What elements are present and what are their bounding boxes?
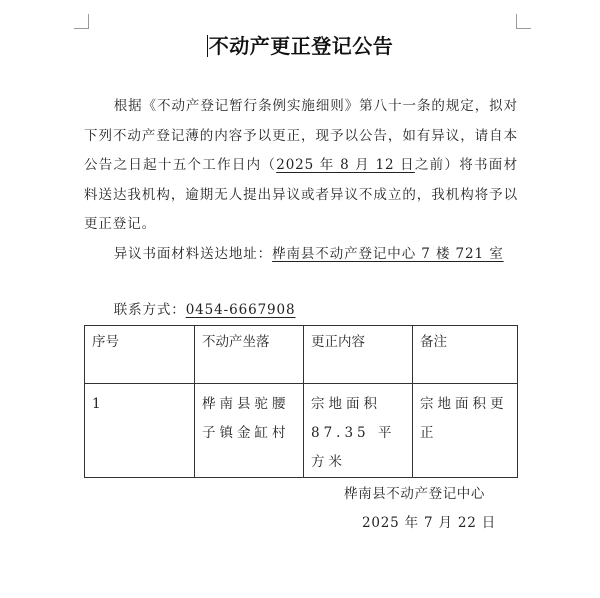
objection-deadline: 2025 年 8 月 12 日 <box>276 157 415 173</box>
cell-remarks: 宗地面积更正 <box>413 384 518 478</box>
header-serial: 序号 <box>85 326 195 384</box>
address-label: 异议书面材料送达地址： <box>113 245 273 262</box>
notice-text-part1: 根据《不动产登记暂行条例实施细则》第八十一条的规定，拟对下列不动产登记薄的内容予以更正，现予以公告，如有异议，请自本公告之日起十五个工作日内（ <box>84 98 518 173</box>
table-header-row <box>85 326 518 384</box>
crop-mark-right <box>516 14 531 29</box>
cell-location: 桦南县驼腰子镇金缸村 <box>195 384 304 478</box>
cell-correction: 宗地面积 87.35 平方米 <box>304 384 413 478</box>
signature-date: 2025 年 7 月 22 日 <box>362 515 497 531</box>
document-body[interactable] <box>84 92 518 269</box>
contact-phone: 0454-6667908 <box>185 302 296 318</box>
notice-text-part2: 之前）将书面材料送达我机构，逾期无人提出异议或者异议不成立的，我机构将予以更正登记。 <box>84 157 518 232</box>
text-cursor <box>207 35 208 57</box>
paragraph-notice <box>84 92 518 240</box>
cell-serial: 1 <box>85 384 195 478</box>
title-text: 不动产更正登记公告 <box>208 34 394 58</box>
header-correction: 更正内容 <box>304 326 413 384</box>
document-title[interactable] <box>0 30 600 59</box>
contact-label: 联系方式： <box>113 302 186 318</box>
delivery-address: 桦南县不动产登记中心 7 楼 721 室 <box>272 245 504 262</box>
paragraph-address <box>84 240 518 270</box>
header-remarks: 备注 <box>413 326 518 384</box>
crop-mark-left <box>74 14 89 29</box>
signature-organization: 桦南县不动产登记中心 <box>344 486 485 502</box>
table-row <box>85 384 518 478</box>
header-location: 不动产坐落 <box>195 326 304 384</box>
correction-table <box>84 325 518 478</box>
contact-line <box>84 298 518 318</box>
